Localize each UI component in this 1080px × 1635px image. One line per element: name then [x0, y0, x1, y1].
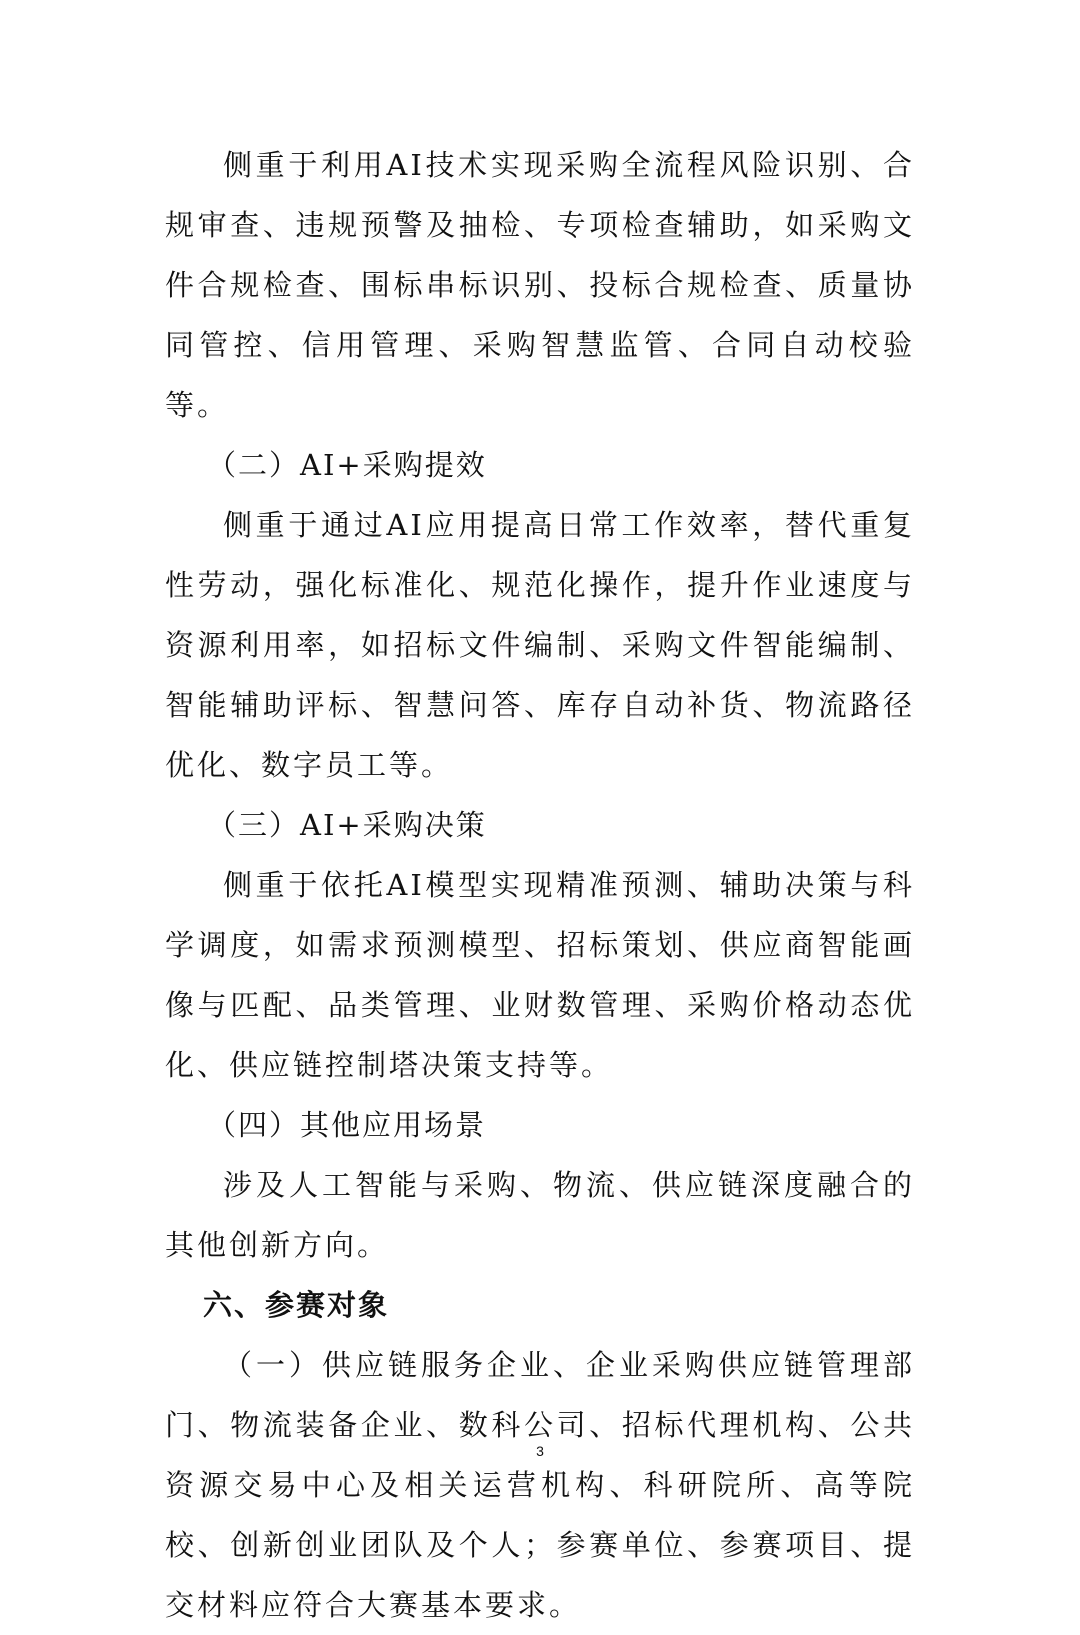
document-body [165, 135, 915, 1635]
paragraph-ai-decision: 侧重于依托AI模型实现精准预测、辅助决策与科学调度，如需求预测模型、招标策划、供应商智能画像与匹配、品类管理、业财数管理、采购价格动态优化、供应链控制塔决策支持等。 [165, 868, 915, 1082]
subheading-ai-efficiency: （二）AI+采购提效 [207, 448, 487, 482]
paragraph-ai-compliance: 侧重于利用AI技术实现采购全流程风险识别、合规审查、违规预警及抽检、专项检查辅助，如采购文件合规检查、围标串标识别、投标合规检查、质量协同管控、信用管理、采购智慧监管、合同自动校验等。 [165, 148, 915, 422]
subheading-other-scenarios: （四）其他应用场景 [207, 1108, 487, 1142]
heading-participants: 六、参赛对象 [203, 1288, 390, 1322]
page-number: 3 [536, 1443, 544, 1459]
paragraph-ai-efficiency: 侧重于通过AI应用提高日常工作效率，替代重复性劳动，强化标准化、规范化操作，提升作业速度与资源利用率，如招标文件编制、采购文件智能编制、智能辅助评标、智慧问答、库存自动补货、物流路径优化、数字员工等。 [165, 508, 915, 782]
subheading-ai-decision: （三）AI+采购决策 [207, 808, 487, 842]
paragraph-other-scenarios: 涉及人工智能与采购、物流、供应链深度融合的其他创新方向。 [165, 1168, 915, 1262]
paragraph-participants: （一）供应链服务企业、企业采购供应链管理部门、物流装备企业、数科公司、招标代理机构、公共资源交易中心及相关运营机构、科研院所、高等院校、创新创业团队及个人；参赛单位、参赛项目、提交材料应符合大赛基本要求。 [165, 1348, 915, 1622]
